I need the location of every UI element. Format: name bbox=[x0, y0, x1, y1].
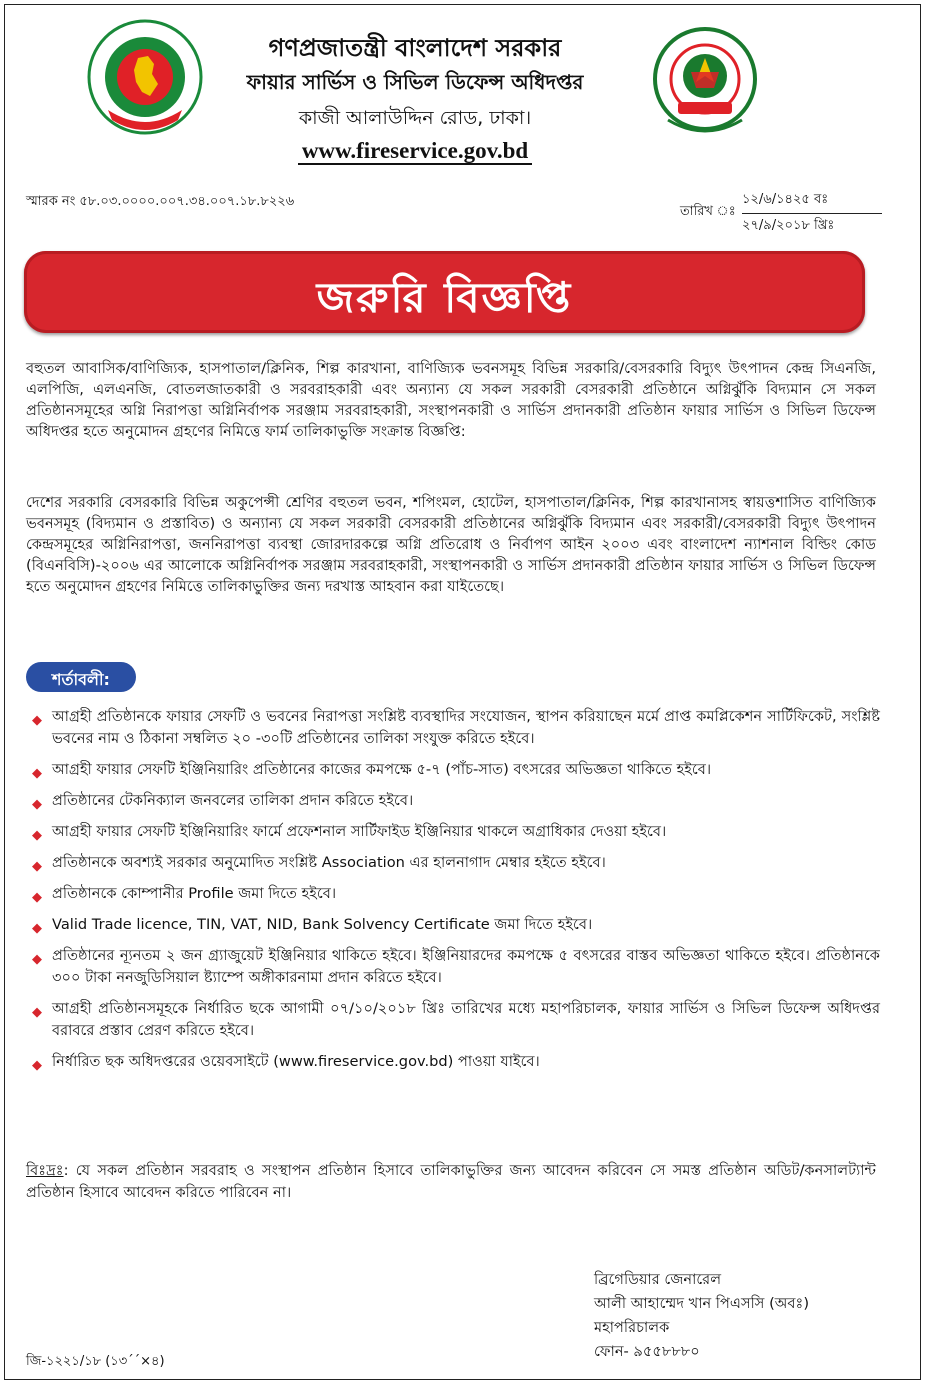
list-item: ◆ Valid Trade licence, TIN, VAT, NID, Bank Solvency Certificate জমা দিতে হইবে। bbox=[30, 914, 880, 936]
terms-heading: শর্তাবলী: bbox=[52, 670, 110, 689]
list-item: ◆ আগ্রহী প্রতিষ্ঠানকে ফায়ার সেফটি ও ভবনের নিরাপত্তা সংশ্লিষ্ট ব্যবস্থাদির সংযোজন, স্থাপন করিয়াছেন মর্মে প্রাপ্ত কমপ্লিকেশন সার্টিফিকেট, সংশ্লিষ্ট ভবনের নাম ও ঠিকানা সম্বলিত ২০ -৩০টি প্রতিষ্ঠানের তালিকা সংযুক্ত করিতে হইবে। bbox=[32, 708, 880, 747]
intro-paragraph: বহুতল আবাসিক/বাণিজ্যিক, হাসপাতাল/ক্লিনিক, শিল্প কারখানা, বাণিজ্যিক ভবনসমূহ বিভিন্ন সরকারি/বেসরকারি বিদ্যুৎ উৎপাদন কেন্দ্র সিএনজি, এলপিজি, এলএনজি, বোতলজাতকারী ও সরবরাহকারী এবং অন্যান্য যে সকল সরকারী বেসরকারী প্রতিষ্ঠানে অগ্নিঝুঁকি বিদ্যমান সে সকল প্রতিষ্ঠানসমূহের অগ্নি নিরাপত্তা অগ্নিনির্বাপক সরঞ্জাম সরবরাহকারী, সংস্থাপনকারী ও সার্ভিস প্রদানকারী প্রতিষ্ঠান ফায়ার সার্ভিস ও সিভিল ডিফেন্স অধিদপ্তর হতে অনুমোদন গ্রহণের নিমিত্তে ফার্ম তালিকাভুক্তি সংক্রান্ত বিজ্ঞপ্তি: bbox=[26, 360, 876, 440]
diamond-bullet-icon: ◆ bbox=[32, 797, 42, 812]
signature-block bbox=[594, 1268, 809, 1364]
note-paragraph: বিঃদ্রঃ: যে সকল প্রতিষ্ঠান সরবরাহ ও সংস্থাপন প্রতিষ্ঠান হিসাবে তালিকাভুক্তির জন্য আবেদন করিবেন সে সমস্ত প্রতিষ্ঠান অডিট/কনসালট্যান্ট প্রতিষ্ঠান হিসাবে আবেদন করিতে পারিবেন না। bbox=[26, 1162, 876, 1201]
footer-code: জি-১২২১/১৮ (১৩´´×৪) bbox=[26, 1354, 165, 1369]
terms-list bbox=[30, 706, 880, 1082]
note-label: বিঃদ্রঃ bbox=[26, 1162, 64, 1179]
diamond-bullet-icon: ◆ bbox=[32, 859, 42, 874]
diamond-bullet-icon: ◆ bbox=[32, 713, 42, 728]
department-name: ফায়ার সার্ভিস ও সিভিল ডিফেন্স অধিদপ্তর bbox=[246, 70, 584, 94]
terms-heading-badge bbox=[26, 662, 136, 692]
date-box bbox=[742, 188, 882, 239]
government-name: গণপ্রজাতন্ত্রী বাংলাদেশ সরকার bbox=[268, 34, 562, 62]
diamond-bullet-icon: ◆ bbox=[32, 890, 42, 905]
fire-service-emblem-icon bbox=[648, 24, 763, 139]
signatory-rank: ব্রিগেডিয়ার জেনারেল bbox=[594, 1271, 722, 1288]
office-address: কাজী আলাউদ্দিন রোড, ঢাকা। bbox=[298, 107, 532, 129]
diamond-bullet-icon: ◆ bbox=[32, 828, 42, 843]
list-item: ◆ প্রতিষ্ঠানকে কোম্পানীর Profile জমা দিতে হইবে। bbox=[30, 883, 880, 905]
list-item: ◆ প্রতিষ্ঠানকে অবশ্যই সরকার অনুমোদিত সংশ্লিষ্ট Association এর হালনাগাদ মেম্বার হইতে হইবে। bbox=[30, 852, 880, 874]
date-bangla: ১২/৬/১৪২৫ বঃ bbox=[742, 188, 882, 214]
website-link[interactable] bbox=[180, 138, 650, 164]
date-english: ২৭/৯/২০১৮ খ্রিঃ bbox=[742, 218, 835, 233]
signatory-phone: ফোন- ৯৫৫৮৮৮০ bbox=[594, 1343, 700, 1360]
list-item: ◆ নির্ধারিত ছক অধিদপ্তরের ওয়েবসাইটে (www.fireservice.gov.bd) পাওয়া যাইবে। bbox=[30, 1051, 880, 1073]
date-label: তারিখ ঃ bbox=[680, 204, 736, 219]
note-text: যে সকল প্রতিষ্ঠান সরবরাহ ও সংস্থাপন প্রতিষ্ঠান হিসাবে তালিকাভুক্তির জন্য আবেদন করিবেন সে সমস্ত প্রতিষ্ঠান অডিট/কনসালট্যান্ট প্রতিষ্ঠান হিসাবে আবেদন করিতে পারিবেন না। bbox=[26, 1162, 876, 1201]
diamond-bullet-icon: ◆ bbox=[32, 921, 42, 936]
body-paragraph: দেশের সরকারি বেসরকারি বিভিন্ন অকুপেন্সী শ্রেণির বহুতল ভবন, শপিংমল, হোটেল, হাসপাতাল/ক্লিনিক, শিল্প কারখানাসহ স্বায়ত্তশাসিত বাণিজ্যিক ভবনসমূহ (বিদ্যমান ও প্রস্তাবিত) ও অন্যান্য যে সকল সরকারী বেসরকারী প্রতিষ্ঠানের অগ্নিঝুঁকি বিদ্যমান এবং সরকারী/বেসরকারী বিদ্যুৎ উৎপাদন কেন্দ্রসমূহের অগ্নিনিরাপত্তা, জননিরাপত্তা ব্যবস্থা জোরদারকল্পে অগ্নি প্রতিরোধ ও নির্বাপণ আইন ২০০৩ এবং বাংলাদেশ ন্যাশনাল বিল্ডিং কোড (বিএনবিসি)-২০০৬ এর আলোকে অগ্নিনির্বাপক সরঞ্জাম সরবরাহকারী, সংস্থাপনকারী ও সার্ভিস প্রদানকারী প্রতিষ্ঠান ফায়ার সার্ভিস ও সিভিল ডিফেন্স হতে অনুমোদন গ্রহণের নিমিত্তে তালিকাভুক্তির জন্য দরখাস্ত আহবান করা যাইতেছে। bbox=[26, 494, 876, 595]
diamond-bullet-icon: ◆ bbox=[32, 766, 42, 781]
banner-title: জরুরি বিজ্ঞপ্তি bbox=[316, 273, 573, 322]
memo-reference: স্মারক নং ৫৮.০৩.০০০০.০০৭.৩৪.০০৭.১৮.৮২২৬ bbox=[26, 194, 295, 209]
list-item: ◆ প্রতিষ্ঠানের টেকনিক্যাল জনবলের তালিকা প্রদান করিতে হইবে। bbox=[30, 790, 880, 812]
diamond-bullet-icon: ◆ bbox=[32, 1058, 42, 1073]
list-item: ◆ আগ্রহী প্রতিষ্ঠানসমূহকে নির্ধারিত ছকে আগামী ০৭/১০/২০১৮ খ্রিঃ তারিখের মধ্যে মহাপরিচালক, ফায়ার সার্ভিস ও সিভিল ডিফেন্স অধিদপ্তর বরাবরে প্রস্তাব প্রেরণ করিতে হইবে। bbox=[32, 1000, 880, 1039]
diamond-bullet-icon: ◆ bbox=[32, 952, 42, 967]
list-item: ◆ আগ্রহী ফায়ার সেফটি ইঞ্জিনিয়ারিং প্রতিষ্ঠানের কাজের কমপক্ষে ৫-৭ (পাঁচ-সাত) বৎসরের অভিজ্ঞতা থাকিতে হইবে। bbox=[30, 759, 880, 781]
website-text: www.fireservice.gov.bd bbox=[298, 138, 532, 165]
diamond-bullet-icon: ◆ bbox=[32, 1005, 42, 1020]
list-item: ◆ আগ্রহী ফায়ার সেফটি ইঞ্জিনিয়ারিং ফার্মে প্রফেশনাল সার্টিফাইড ইঞ্জিনিয়ার থাকলে অগ্রাধিকার দেওয়া হইবে। bbox=[30, 821, 880, 843]
urgent-notice-banner bbox=[24, 251, 865, 333]
signatory-name: আলী আহাম্মেদ খান পিএসসি (অবঃ) bbox=[594, 1295, 810, 1312]
signatory-title: মহাপরিচালক bbox=[594, 1319, 670, 1336]
list-item: ◆ প্রতিষ্ঠানের ন্যূনতম ২ জন গ্র্যাজুয়েট ইঞ্জিনিয়ার থাকিতে হইবে। ইঞ্জিনিয়ারদের কমপক্ষে ৫ বৎসরের বাস্তব অভিজ্ঞতা থাকিতে হইবে। প্রতিষ্ঠানকে ৩০০ টাকা ননজুডিসিয়াল ষ্ট্যাম্পে অঙ্গীকারনামা প্রদান করিতে হইবে। bbox=[32, 947, 880, 986]
